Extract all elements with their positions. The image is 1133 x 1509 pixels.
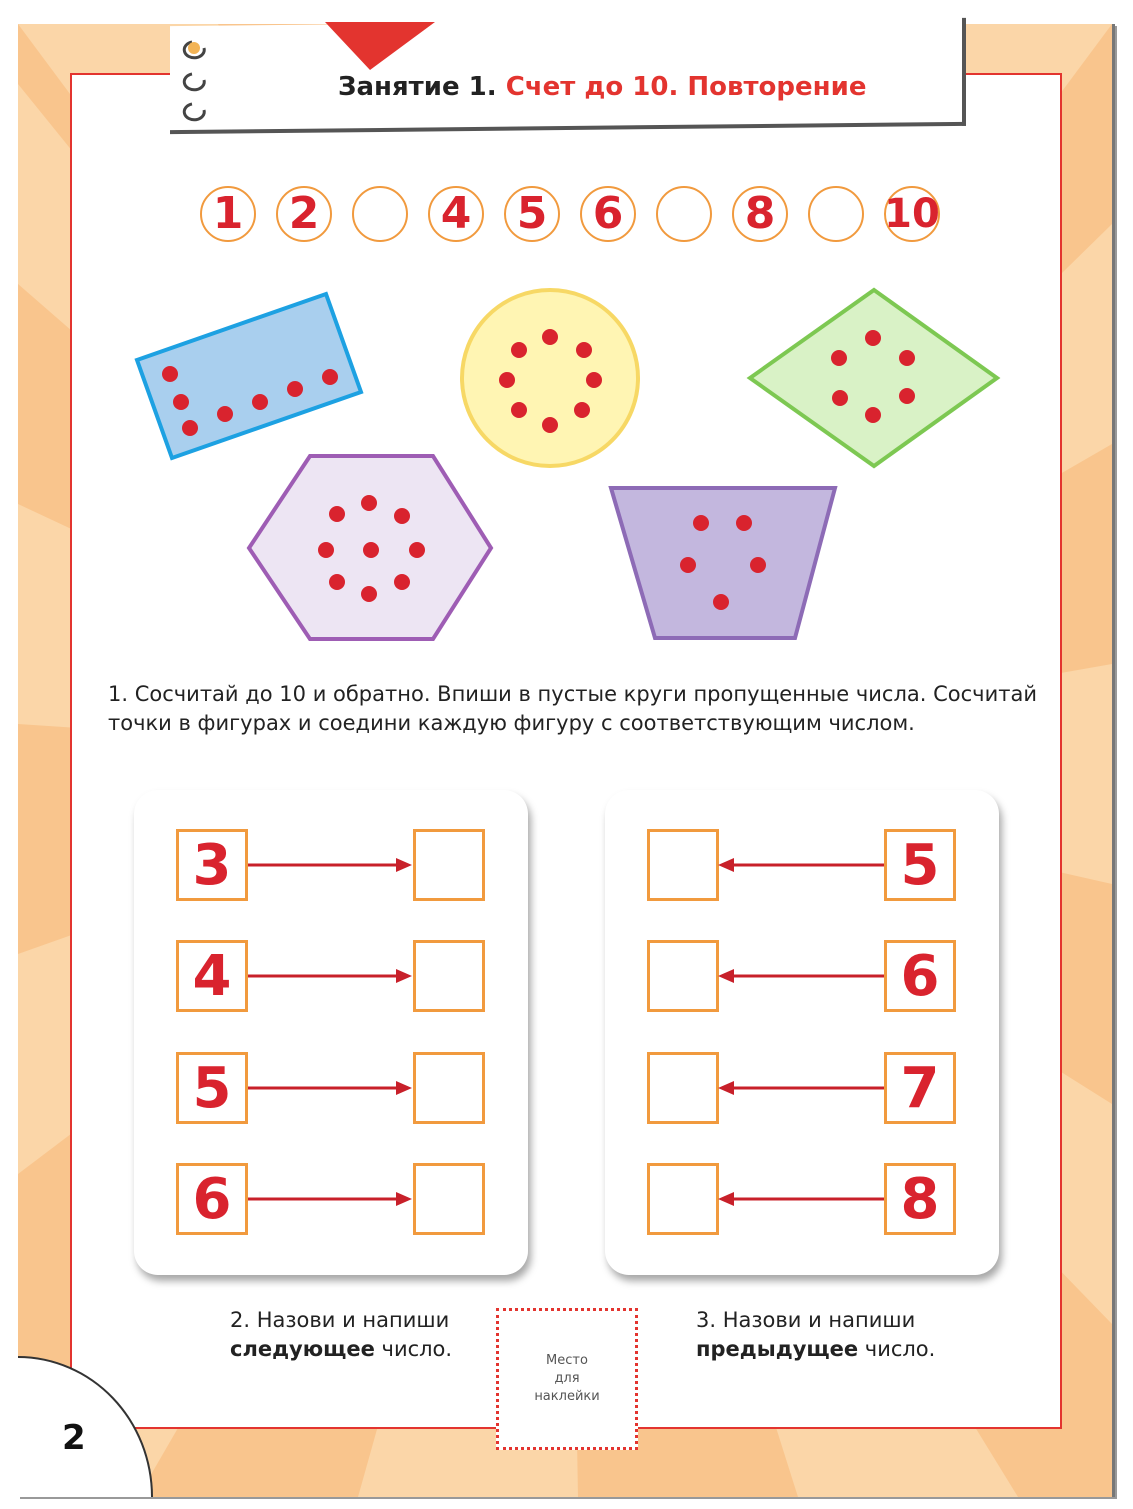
prev-answer-box-2[interactable] xyxy=(647,940,719,1012)
right-arrows xyxy=(248,855,414,1215)
task3-caption-bold: предыдущее xyxy=(696,1337,859,1361)
lesson-topic: Счет до 10. Повторение xyxy=(505,72,867,102)
task2-caption-bold: следующее xyxy=(230,1337,375,1361)
trapezoid-shape[interactable] xyxy=(611,488,835,638)
sticker-label-line1: Место xyxy=(546,1353,588,1368)
task3-caption-line1: 3. Назови и напиши xyxy=(696,1308,916,1332)
next-given-box-3: 5 xyxy=(176,1052,248,1124)
next-answer-box-4[interactable] xyxy=(413,1163,485,1235)
task2-caption-suffix: число. xyxy=(381,1337,453,1361)
prev-answer-box-3[interactable] xyxy=(647,1052,719,1124)
next-answer-box-2[interactable] xyxy=(413,940,485,1012)
prev-given-box-4: 8 xyxy=(884,1163,956,1235)
sticker-placeholder[interactable] xyxy=(496,1308,638,1450)
task1-line2: точки в фигурах и соедини каждую фигуру с соответствующим числом. xyxy=(108,711,915,735)
task1-line1: 1. Сосчитай до 10 и обратно. Впиши в пустые круги пропущенные числа. Сосчитай xyxy=(108,682,1037,706)
number-circle-1: 1 xyxy=(200,186,256,242)
shapes-area xyxy=(0,0,1133,660)
task2-caption-line1: 2. Назови и напиши xyxy=(230,1308,450,1332)
rhombus-shape[interactable] xyxy=(750,290,997,466)
page-number: 2 xyxy=(62,1418,86,1458)
number-circle-4: 4 xyxy=(428,186,484,242)
prev-given-box-3: 7 xyxy=(884,1052,956,1124)
next-answer-box-3[interactable] xyxy=(413,1052,485,1124)
hexagon-shape[interactable] xyxy=(249,456,491,639)
sticker-label-line2: для xyxy=(554,1371,580,1386)
prev-answer-box-4[interactable] xyxy=(647,1163,719,1235)
number-circle-5: 5 xyxy=(504,186,560,242)
task2-caption xyxy=(230,1306,452,1364)
circle-shape[interactable] xyxy=(462,290,638,466)
left-arrows xyxy=(718,855,886,1215)
task3-caption-suffix: число. xyxy=(864,1337,936,1361)
prev-given-box-2: 6 xyxy=(884,940,956,1012)
number-circle-10: 10 xyxy=(884,186,940,242)
task1-instructions xyxy=(108,680,1037,738)
prev-given-box-1: 5 xyxy=(884,829,956,901)
next-given-box-2: 4 xyxy=(176,940,248,1012)
next-answer-box-1[interactable] xyxy=(413,829,485,901)
number-circle-8: 8 xyxy=(732,186,788,242)
next-given-box-1: 3 xyxy=(176,829,248,901)
sticker-label-line3: наклейки xyxy=(534,1389,600,1404)
number-circle-6: 6 xyxy=(580,186,636,242)
task3-caption xyxy=(696,1306,935,1364)
rectangle-shape[interactable] xyxy=(137,294,361,458)
next-given-box-4: 6 xyxy=(176,1163,248,1235)
number-circle-2: 2 xyxy=(276,186,332,242)
prev-answer-box-1[interactable] xyxy=(647,829,719,901)
lesson-prefix: Занятие 1. xyxy=(338,72,497,102)
